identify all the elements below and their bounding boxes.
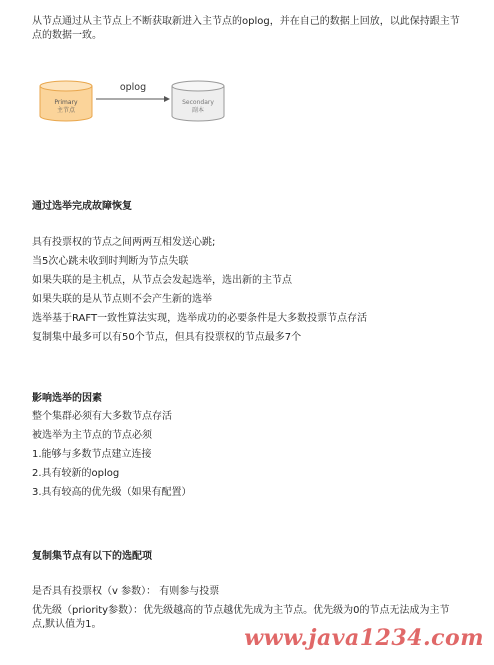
option-priority: 优先级（priority参数）：优先级越高的节点越优先成为主节点。优先级为0的节点无法成为主节点,默认值为1。 xyxy=(32,605,450,630)
list-item: 整个集群必须有大多数节点存活 xyxy=(32,411,172,422)
watermark-text: www.java1234.com xyxy=(244,625,484,651)
list-item: 2.具有较新的oplog xyxy=(32,468,120,479)
primary-node-cylinder xyxy=(40,81,92,121)
primary-label: Primary xyxy=(54,99,78,106)
election-factors-list xyxy=(32,410,192,505)
failover-list xyxy=(32,236,367,350)
secondary-sublabel: 副本 xyxy=(191,107,205,114)
secondary-node-cylinder xyxy=(172,81,224,121)
list-item: 3.具有较高的优先级（如果有配置） xyxy=(32,487,192,498)
list-item: 1.能够与多数节点建立连接 xyxy=(32,449,152,460)
secondary-label: Secondary xyxy=(182,99,214,106)
option-vote: 是否具有投票权（v 参数）： 有则参与投票 xyxy=(32,586,220,597)
list-item: 当5次心跳未收到时判断为节点失联 xyxy=(32,256,189,267)
intro-paragraph: 从节点通过从主节点上不断获取新进入主节点的oplog，并在自己的数据上回放，以此保持跟主节点的数据一致。 xyxy=(32,16,460,41)
oplog-label: oplog xyxy=(119,82,147,93)
list-item: 具有投票权的节点之间两两互相发送心跳; xyxy=(32,237,216,248)
list-item: 如果失联的是主机点，从节点会发起选举，选出新的主节点 xyxy=(32,275,292,286)
primary-sublabel: 主节点 xyxy=(56,107,76,114)
list-item: 复制集中最多可以有50个节点，但具有投票权的节点最多7个 xyxy=(32,332,302,343)
list-item: 如果失联的是从节点则不会产生新的选举 xyxy=(32,294,212,305)
section-title-failover: 通过选举完成故障恢复 xyxy=(32,201,132,212)
section-title-options: 复制集节点有以下的选配项 xyxy=(32,551,152,562)
list-item: 选举基于RAFT一致性算法实现，选举成功的必要条件是大多数投票节点存活 xyxy=(32,313,368,324)
list-item: 被选举为主节点的节点必须 xyxy=(32,430,152,441)
replication-diagram xyxy=(0,0,494,160)
oplog-arrow-head xyxy=(164,96,170,102)
section-title-election-factors: 影响选举的因素 xyxy=(32,393,102,404)
